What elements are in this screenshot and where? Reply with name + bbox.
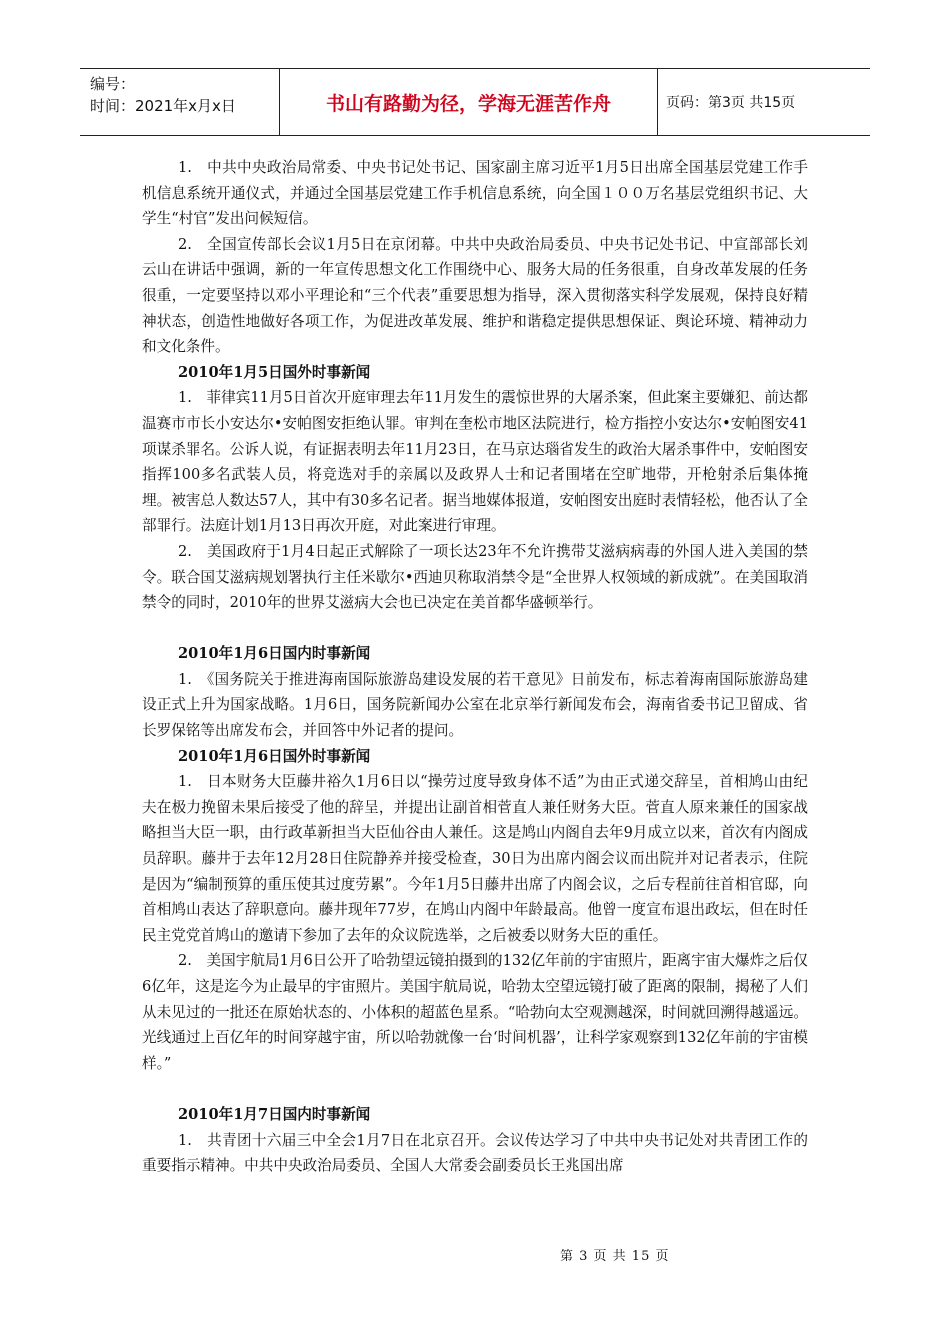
news-paragraph: 2. 美国政府于1月4日起正式解除了一项长达23年不允许携带艾滋病病毒的外国人进入美国的禁令。联合国艾滋病规划署执行主任米歇尔•西迪贝称取消禁令是“全世界人权领域的新成就”。在美国取消禁令的同时，2010年的世界艾滋病大会也已决定在美首都华盛顿举行。 <box>142 542 808 612</box>
doc-number-label: 编号： <box>90 75 136 93</box>
header-motto: 书山有路勤为径，学海无涯苦作舟 <box>280 69 658 135</box>
page-header <box>80 68 870 136</box>
news-paragraph: 1. 日本财务大臣藤井裕久1月6日以“操劳过度导致身体不适”为由正式递交辞呈，首相鸠山由纪夫在极力挽留未果后接受了他的辞呈，并提出让副首相菅直人兼任财务大臣。菅直人原来兼任的国家战略担当大臣一职，由行政革新担当大臣仙谷由人兼任。这是鸠山内阁自去年9月成立以来，首次有内阁成员辞职。藤井于去年12月28日住院静养并接受检查，30日为出席内阁会议而出院并对记者表示，住院是因为“编制预算的重压使其过度劳累”。今年1月5日藤井出席了内阁会议，之后专程前往首相官邸，向首相鸠山表达了辞职意向。藤井现年77岁，在鸠山内阁中年龄最高。他曾一度宣布退出政坛，但在时任民主党党首鸠山的邀请下参加了去年的众议院选举，之后被委以财务大臣的重任。 <box>142 773 809 944</box>
section-heading: 2010年1月5日国外时事新闻 <box>178 363 371 381</box>
section-heading: 2010年1月6日国内时事新闻 <box>178 645 371 663</box>
document-body <box>142 155 808 1179</box>
news-paragraph: 1. 菲律宾11月5日首次开庭审理去年11月发生的震惊世界的大屠杀案，但此案主要嫌犯、前达都温赛市市长小安达尔•安帕图安拒绝认罪。审判在奎松市地区法院进行，检方指控小安达尔•安帕图安41项谋杀罪名。公诉人说，有证据表明去年11月23日，在马京达瑙省发生的政治大屠杀事件中，安帕图安指挥100多名武装人员，将竞选对手的亲属以及政界人士和记者围堵在空旷地带，开枪射杀后集体掩埋。被害总人数达57人，其中有30多名记者。据当地媒体报道，安帕图安出庭时表情轻松，他否认了全部罪行。法庭计划1月13日再次开庭，对此案进行审理。 <box>142 389 808 535</box>
header-meta <box>80 69 280 135</box>
header-page-info: 页码：第3页 共15页 <box>666 95 796 111</box>
paragraph-spacer <box>142 616 808 642</box>
news-paragraph: 2. 全国宣传部长会议1月5日在京闭幕。中共中央政治局委员、中央书记处书记、中宣部部长刘云山在讲话中强调，新的一年宣传思想文化工作围绕中心、服务大局的任务很重，自身改革发展的任务很重，一定要坚持以邓小平理论和“三个代表”重要思想为指导，深入贯彻落实科学发展观，保持良好精神状态，创造性地做好各项工作，为促进改革发展、维护和谐稳定提供思想保证、舆论环境、精神动力和文化条件。 <box>142 235 808 356</box>
doc-time-label: 时间：2021年x月x日 <box>90 97 236 115</box>
news-paragraph: 1. 中共中央政治局常委、中央书记处书记、国家副主席习近平1月5日出席全国基层党建工作手机信息系统开通仪式，并通过全国基层党建工作手机信息系统，向全国１００万名基层党组织书记、大学生“村官”发出问候短信。 <box>142 159 808 228</box>
news-paragraph: 2. 美国宇航局1月6日公开了哈勃望远镜拍摄到的132亿年前的宇宙照片，距离宇宙大爆炸之后仅6亿年，这是迄今为止最早的宇宙照片。美国宇航局说，哈勃太空望远镜打破了距离的限制，揭秘了人们从未见过的一批还在原始状态的、小体积的超蓝色星系。“哈勃向太空观测越深，时间就回溯得越遥远。光线通过上百亿年的时间穿越宇宙，所以哈勃就像一台‘时间机器’，让科学家观察到132亿年前的宇宙模样。” <box>142 952 809 1072</box>
news-paragraph: 1. 共青团十六届三中全会1月7日在北京召开。会议传达学习了中共中央书记处对共青团工作的重要指示精神。中共中央政治局委员、全国人大常委会副委员长王兆国出席 <box>142 1131 808 1175</box>
page-footer: 第 3 页 共 15 页 <box>560 1249 670 1264</box>
section-heading: 2010年1月7日国内时事新闻 <box>178 1105 371 1123</box>
paragraph-spacer <box>142 1076 808 1102</box>
section-heading: 2010年1月6日国外时事新闻 <box>178 747 371 765</box>
news-paragraph: 1. 《国务院关于推进海南国际旅游岛建设发展的若干意见》日前发布，标志着海南国际旅游岛建设正式上升为国家战略。1月6日，国务院新闻办公室在北京举行新闻发布会，海南省委书记卫留成、省长罗保铭等出席发布会，并回答中外记者的提问。 <box>142 670 808 740</box>
